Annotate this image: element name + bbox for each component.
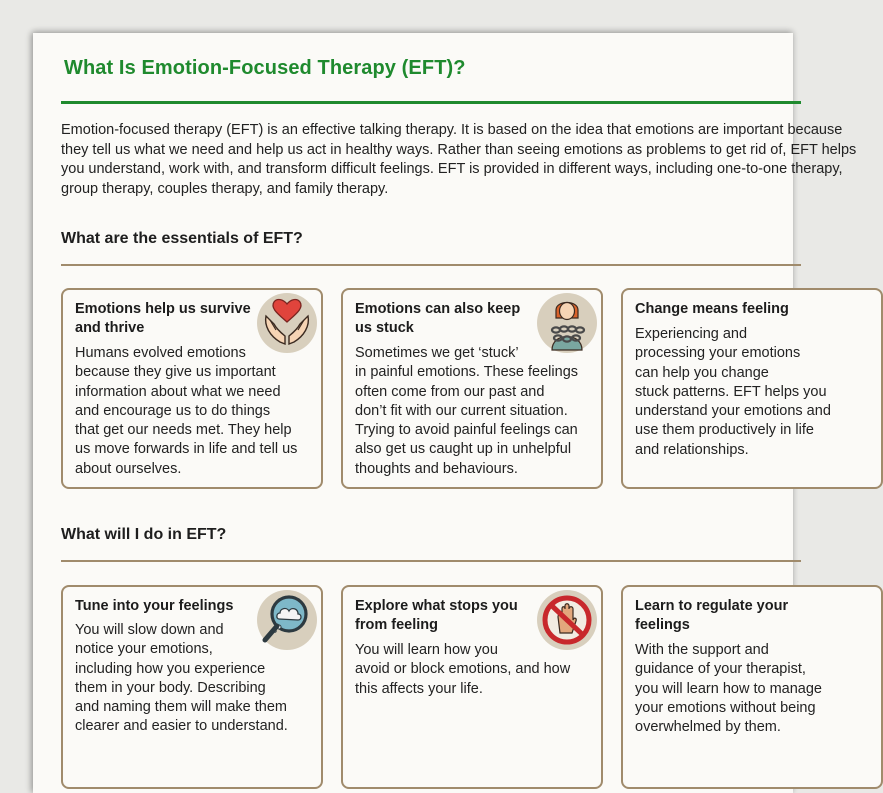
intro-line: Emotion-focused therapy (EFT) is an effective talking therapy. It is based on the idea that emotions are important because	[61, 122, 843, 138]
stop-hand-icon	[536, 589, 598, 651]
card-body: You will slow down and notice your emotions, including how you experience them in your body. Describing and naming them will make them clearer and easier to understand.	[75, 622, 288, 735]
page-title: What Is Emotion-Focused Therapy (EFT)?	[64, 57, 466, 79]
card-title: Learn to regulate your feelings	[635, 598, 789, 633]
card-explore-what-stops	[341, 585, 603, 789]
section-heading-essentials: What are the essentials of EFT?	[61, 230, 303, 247]
card-body: You will learn how you avoid or block emotions, and how this affects your life.	[355, 642, 571, 697]
card-regulate-feelings	[621, 585, 883, 789]
card-title: Emotions can also keep us stuck	[355, 301, 521, 336]
card-title: Emotions help us survive and thrive	[75, 301, 251, 336]
card-title: Tune into your feelings	[75, 598, 234, 614]
card-title: Explore what stops you from feeling	[355, 598, 518, 633]
section-divider	[61, 264, 801, 266]
section-heading-what-will-i-do: What will I do in EFT?	[61, 526, 227, 543]
magnifier-cloud-icon	[256, 589, 318, 651]
card-body: Humans evolved emotions because they give us important information about what we need and encourage us to do things that get our needs met. They help us move forwards in life and tell us about ourselves.	[75, 345, 298, 477]
card-title: Change means feeling	[635, 301, 789, 317]
card-tune-into-feelings	[61, 585, 323, 789]
card-body: Experiencing and processing your emotions can help you change stuck patterns. EFT helps you understand your emotions and use them productively in life and relationships.	[635, 326, 831, 458]
section-divider	[61, 560, 801, 562]
card-body: Sometimes we get ‘stuck’ in painful emotions. These feelings often come from our past and don’t fit with our current situation. Trying to avoid painful feelings can also get us caught up in unhelpful thoughts and behaviours.	[355, 345, 579, 477]
card-body: With the support and guidance of your therapist, you will learn how to manage your emotions without being overwhelmed by them.	[635, 642, 822, 736]
title-divider	[61, 101, 801, 104]
intro-line: group therapy, couples therapy, and family therapy.	[61, 180, 389, 197]
intro-paragraph	[61, 121, 857, 199]
document-page	[33, 33, 857, 793]
card-change-means-feeling	[621, 288, 883, 489]
hands-holding-heart-icon	[256, 292, 318, 354]
person-in-chains-icon	[536, 292, 598, 354]
intro-line: they tell us what we need and help us act in healthy ways. Rather than seeing emotions as problems to get rid of, EFT helps	[61, 141, 857, 158]
card-emotions-survive	[61, 288, 323, 489]
card-emotions-stuck	[341, 288, 603, 489]
intro-line: you understand, work with, and transform difficult feelings. EFT is provided in different ways, including one-to-one therapy,	[61, 161, 843, 177]
